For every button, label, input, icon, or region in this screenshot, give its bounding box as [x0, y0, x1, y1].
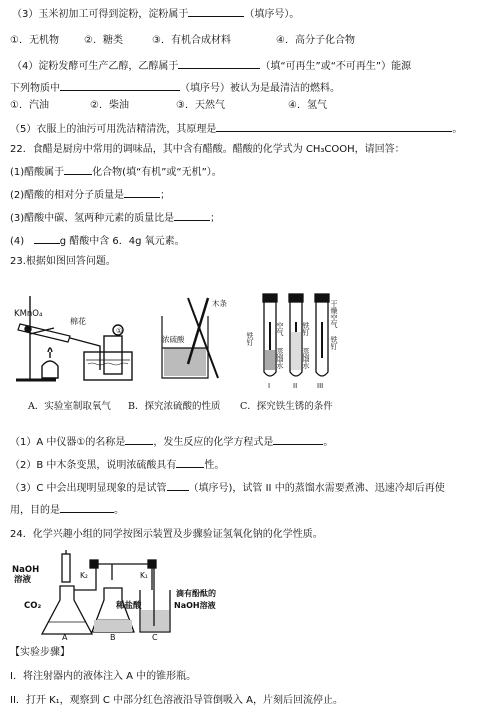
answer-blank[interactable] — [167, 480, 189, 491]
label-tube-iii: III — [317, 382, 324, 390]
label-iron-3: 铁钉 — [330, 336, 338, 350]
answer-blank[interactable] — [60, 80, 180, 91]
q22-sub3-text: (3)醋酸中碳、氢两种元素的质量比是 — [10, 213, 175, 224]
label-stick: 木条 — [212, 299, 227, 308]
step-2: II．打开 K₁，观察到 C 中部分红色溶液沿导管倒吸入 A，片刻后回流停止。 — [10, 695, 344, 706]
q23-sub1-tail: 。 — [323, 437, 334, 448]
q23-sub1 — [10, 434, 333, 449]
option-4: ④．氢气 — [288, 100, 327, 111]
q22-sub4-tail: g 醋酸中含 6．4g 氧元素。 — [59, 236, 185, 247]
q22-sub2 — [10, 187, 170, 202]
label-tube-i: I — [268, 382, 271, 390]
q21-part5 — [10, 121, 462, 136]
answer-blank[interactable] — [178, 58, 260, 69]
q21-part4b-text: 下列物质中 — [10, 83, 60, 94]
q23-sub2-tail: 性。 — [204, 460, 225, 471]
q22-sub4 — [10, 233, 185, 248]
q24-apparatus — [12, 550, 242, 640]
q23-sub2-text: （2）B 中木条变黑，说明浓硫酸具有 — [10, 460, 177, 471]
q21-part5-text: （5）衣服上的油污可用洗洁精清洗，其原理是 — [10, 124, 217, 135]
answer-blank[interactable] — [60, 502, 114, 513]
q23-sub2 — [10, 457, 224, 472]
q23-sub1-text: （1）A 中仪器①的名称是 — [10, 437, 126, 448]
q22-intro: 22．食醋是厨房中常用的调味品，其中含有醋酸。醋酸的化学式为 CH₃COOH，请回答： — [10, 144, 405, 155]
label-k1: K₁ — [140, 571, 148, 580]
q23-sub3-tail: （填序号)，试管 II 中的蒸馏水需要煮沸、迅速冷却后再使 — [188, 483, 445, 494]
q21-part4b-tail: （填序号）被认为是最清洁的燃料。 — [180, 83, 340, 94]
caption-b: B．探究浓硫酸的性质 — [128, 401, 221, 412]
q21-part3-text: （3）玉米初加工可得到淀粉，淀粉属于 — [12, 9, 189, 20]
option-4: ④．高分子化合物 — [276, 35, 355, 46]
answer-blank[interactable] — [188, 6, 244, 17]
q21-part4-tail: （填“可再生”或“不可再生”）能源 — [260, 61, 412, 72]
answer-blank[interactable] — [273, 434, 323, 445]
answer-blank[interactable] — [64, 164, 92, 175]
q22-sub3 — [10, 210, 220, 225]
caption-a: A．实验室制取氧气 — [28, 401, 111, 412]
option-3: ③．有机合成材料 — [152, 35, 231, 46]
label-co2: CO₂ — [24, 601, 42, 611]
q21-part4a — [12, 58, 411, 73]
label-a: A — [62, 633, 68, 640]
q23-apparatus-c — [244, 292, 344, 392]
label-dilute-hcl: 稀盐酸 — [116, 601, 142, 611]
label-kmno4: KMnO₄ — [14, 309, 43, 319]
answer-blank[interactable] — [216, 121, 452, 132]
label-dry-air: 干燥空气 — [330, 300, 338, 328]
option-1: ①．无机物 — [10, 35, 59, 46]
label-conc-sulfuric: 浓硫酸 — [162, 335, 185, 344]
answer-blank[interactable] — [125, 434, 153, 445]
label-circle-1: ① — [116, 327, 123, 335]
q24-intro: 24．化学兴趣小组的同学按图示装置及步骤验证氢氧化钠的化学性质。 — [10, 529, 323, 540]
q22-sub2-text: (2)醋酸的相对分子质量是 — [10, 190, 125, 201]
label-tube-ii: II — [293, 382, 298, 390]
option-2: ②．糖类 — [84, 35, 123, 46]
q22-sub2-tail: ； — [160, 190, 171, 201]
q22-sub3-tail: ； — [210, 213, 221, 224]
label-k2: K₂ — [80, 571, 88, 580]
q22-sub1-tail: 化合物(填“有机”或“无机”）。 — [92, 167, 222, 178]
q22-sub1 — [10, 164, 222, 179]
option-3: ③．天然气 — [176, 100, 225, 111]
caption-c: C．探究铁生锈的条件 — [240, 401, 333, 412]
q21-part5-tail: 。 — [452, 124, 463, 135]
label-iron-2: 铁钉 — [302, 322, 310, 336]
q22-sub1-text: (1)醋酸属于 — [10, 167, 65, 178]
q21-part3-tail: （填序号）。 — [244, 9, 300, 20]
q21-part4b — [10, 80, 340, 95]
option-1: ①．汽油 — [10, 100, 49, 111]
answer-blank[interactable] — [34, 233, 60, 244]
label-naoh: NaOH — [12, 565, 40, 575]
label-iron-1: 铁钉 — [246, 332, 254, 346]
answer-blank[interactable] — [176, 457, 204, 468]
q23-apparatus-ab — [12, 286, 282, 388]
q23-sub1-mid: ，发生反应的化学方程式是 — [153, 437, 274, 448]
q23-sub3a — [10, 480, 445, 495]
label-air: 空气 — [276, 322, 284, 336]
q23-sub3-text: （3）C 中会出现明显现象的是试管 — [10, 483, 167, 494]
q21-part3 — [12, 6, 299, 21]
label-cotton: 棉花 — [70, 317, 86, 326]
option-2: ②．柴油 — [90, 100, 129, 111]
q23-sub3b-tail: 。 — [114, 505, 124, 516]
label-solution: 溶液 — [14, 575, 32, 585]
answer-blank[interactable] — [174, 210, 210, 221]
q21-part4-text: （4）淀粉发酵可生产乙醇，乙醇属于 — [12, 61, 179, 72]
step-1: I．将注射器内的液体注入 A 中的锥形瓶。 — [10, 671, 197, 682]
q23-sub3b-text: 用，目的是 — [10, 505, 60, 516]
label-water-2: 蒸馏水 — [302, 348, 310, 369]
label-phenolphthalein: 滴有酚酞的 — [176, 589, 216, 598]
label-c: C — [152, 633, 158, 640]
label-naoh-solution: NaOH溶液 — [174, 601, 216, 610]
experiment-steps-heading: 【实验步骤】 — [10, 647, 70, 658]
q23-intro: 23.根据如图回答问题。 — [10, 256, 116, 267]
answer-blank[interactable] — [124, 187, 160, 198]
q22-sub4-text: (4) — [10, 236, 25, 247]
label-water-1: 蒸馏水 — [276, 348, 284, 369]
label-b: B — [110, 633, 116, 640]
q23-sub3b — [10, 502, 124, 517]
